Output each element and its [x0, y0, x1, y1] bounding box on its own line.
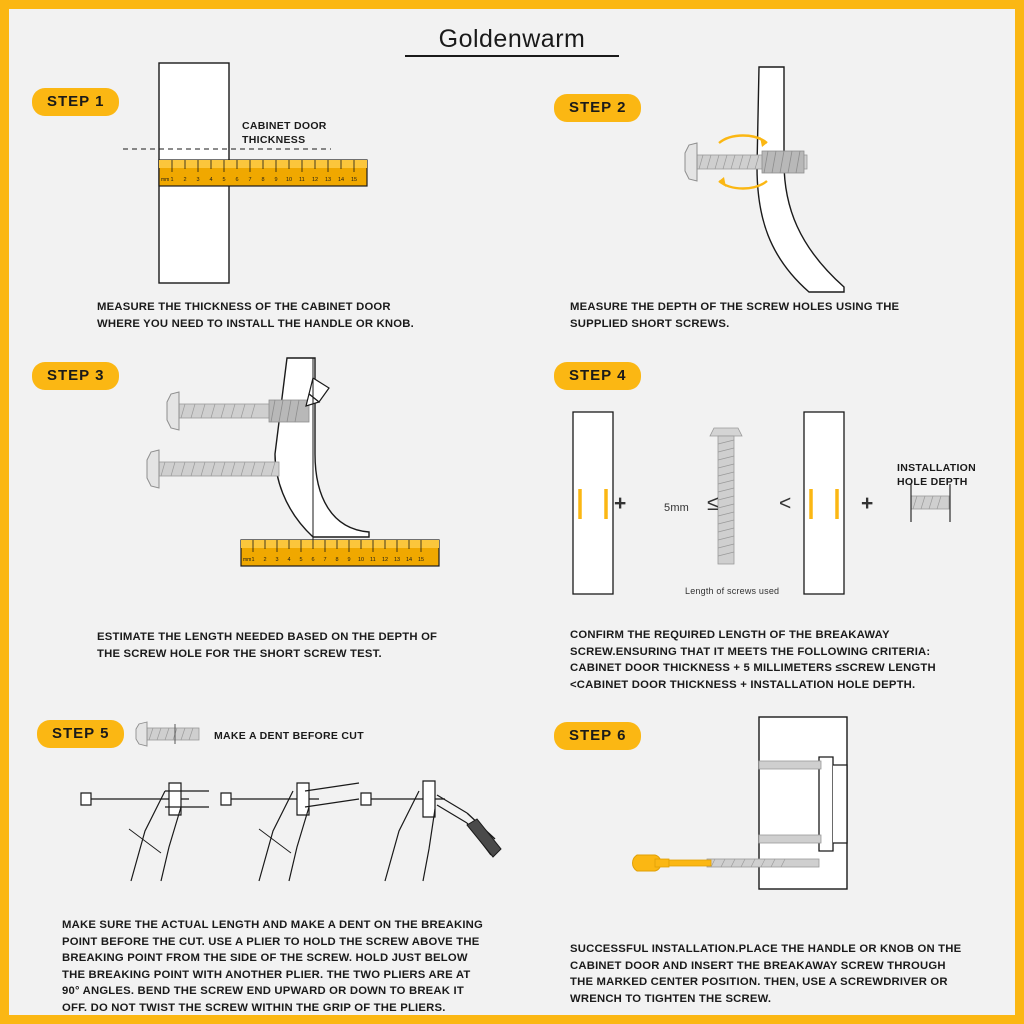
- step-4-plus-1: +: [614, 492, 627, 515]
- step-1-badge: STEP 1: [32, 88, 119, 116]
- step-6-illustration: [629, 709, 949, 919]
- svg-text:8: 8: [335, 557, 339, 563]
- svg-text:10: 10: [358, 557, 365, 563]
- svg-text:11: 11: [370, 557, 376, 563]
- svg-text:11: 11: [299, 177, 305, 183]
- svg-text:14: 14: [338, 177, 345, 183]
- step-4-caption: CONFIRM THE REQUIRED LENGTH OF THE BREAKAWAY SCREW.ENSURING THAT IT MEETS THE FOLLOWING CRITERIA: CABINET DOOR THICKNESS + 5 MILLIMETERS ≤SCREW LENGTH <CABINET DOOR THICKNESS + INSTALLATION HOLE DEPTH.: [570, 629, 936, 691]
- step-6-badge: STEP 6: [554, 722, 641, 750]
- svg-text:mm: mm: [243, 557, 252, 563]
- svg-text:3: 3: [275, 557, 279, 563]
- svg-text:1: 1: [170, 177, 174, 183]
- svg-text:6: 6: [235, 177, 239, 183]
- step-1-illustration: [119, 57, 399, 297]
- step-4-less-equal: ≤: [707, 492, 719, 515]
- step-3-illustration: [117, 344, 457, 604]
- step-1-caption: MEASURE THE THICKNESS OF THE CABINET DOOR WHERE YOU NEED TO INSTALL THE HANDLE OR KNOB.: [97, 301, 414, 330]
- svg-text:4: 4: [209, 177, 213, 183]
- svg-text:4: 4: [287, 557, 291, 563]
- svg-text:14: 14: [406, 557, 413, 563]
- brand-title: Goldenwarm: [438, 25, 586, 53]
- svg-text:7: 7: [323, 557, 327, 563]
- svg-text:10: 10: [286, 177, 293, 183]
- step-5-dent-label: MAKE A DENT BEFORE CUT: [214, 730, 364, 742]
- installation-hole-depth-label-line2: HOLE DEPTH: [897, 476, 968, 488]
- svg-text:13: 13: [394, 557, 401, 563]
- svg-text:12: 12: [382, 557, 389, 563]
- step-5-badge: STEP 5: [37, 720, 124, 748]
- step-4-badge: STEP 4: [554, 362, 641, 390]
- step-4-screw-length-caption: Length of screws used: [685, 586, 780, 596]
- svg-text:8: 8: [261, 177, 265, 183]
- svg-text:6: 6: [311, 557, 315, 563]
- step-4-less-than: <: [779, 492, 792, 515]
- svg-text:mm: mm: [161, 177, 170, 183]
- svg-text:13: 13: [325, 177, 332, 183]
- svg-text:2: 2: [183, 177, 187, 183]
- svg-text:7: 7: [248, 177, 252, 183]
- step-2-badge: STEP 2: [554, 94, 641, 122]
- svg-text:15: 15: [418, 557, 425, 563]
- installation-hole-depth-label-line1: INSTALLATION: [897, 462, 977, 474]
- cabinet-door-thickness-label-line2: THICKNESS: [242, 134, 306, 146]
- sheet-inner: [9, 9, 1015, 1015]
- svg-text:9: 9: [274, 177, 278, 183]
- svg-text:12: 12: [312, 177, 319, 183]
- step-4-plus-2: +: [861, 492, 874, 515]
- step-5-pliers-illustration: [69, 769, 509, 889]
- step-2-illustration: [659, 57, 919, 297]
- step-5-caption: MAKE SURE THE ACTUAL LENGTH AND MAKE A DENT ON THE BREAKING POINT BEFORE THE CUT. USE A PLIER TO HOLD THE SCREW ABOVE THE BREAKING POINT FROM THE SIDE OF THE SCREW. HOLD JUST BELOW THE BREAKING POINT WITH ANOTHER PLIER. THE TWO PLIERS ARE AT 90° ANGLES. BEND THE SCREW END UPWARD OR DOWN TO BREAK IT OFF. DO NOT TWIST THE SCREW WITHIN THE GRIP OF THE PLIERS.: [62, 919, 483, 1014]
- svg-text:9: 9: [347, 557, 351, 563]
- brand-underline: [405, 55, 619, 57]
- svg-text:5: 5: [222, 177, 226, 183]
- step-3-badge: STEP 3: [32, 362, 119, 390]
- svg-text:1: 1: [251, 557, 255, 563]
- svg-text:15: 15: [351, 177, 358, 183]
- cabinet-door-thickness-label-line1: CABINET DOOR: [242, 120, 327, 132]
- step-3-caption: ESTIMATE THE LENGTH NEEDED BASED ON THE DEPTH OF THE SCREW HOLE FOR THE SHORT SCREW TEST.: [97, 631, 438, 660]
- step-4-offset-value: 5mm: [664, 502, 690, 514]
- step-2-caption: MEASURE THE DEPTH OF THE SCREW HOLES USING THE SUPPLIED SHORT SCREWS.: [570, 301, 900, 330]
- step-6-caption: SUCCESSFUL INSTALLATION.PLACE THE HANDLE OR KNOB ON THE CABINET DOOR AND INSERT THE BREAKAWAY SCREW THROUGH THE MARKED CENTER POSITION. THEN, USE A SCREWDRIVER OR WRENCH TO TIGHTEN THE SCREW.: [570, 943, 962, 1005]
- svg-text:2: 2: [263, 557, 267, 563]
- svg-text:5: 5: [299, 557, 303, 563]
- svg-text:3: 3: [196, 177, 200, 183]
- step-5-dent-screw: [129, 720, 209, 750]
